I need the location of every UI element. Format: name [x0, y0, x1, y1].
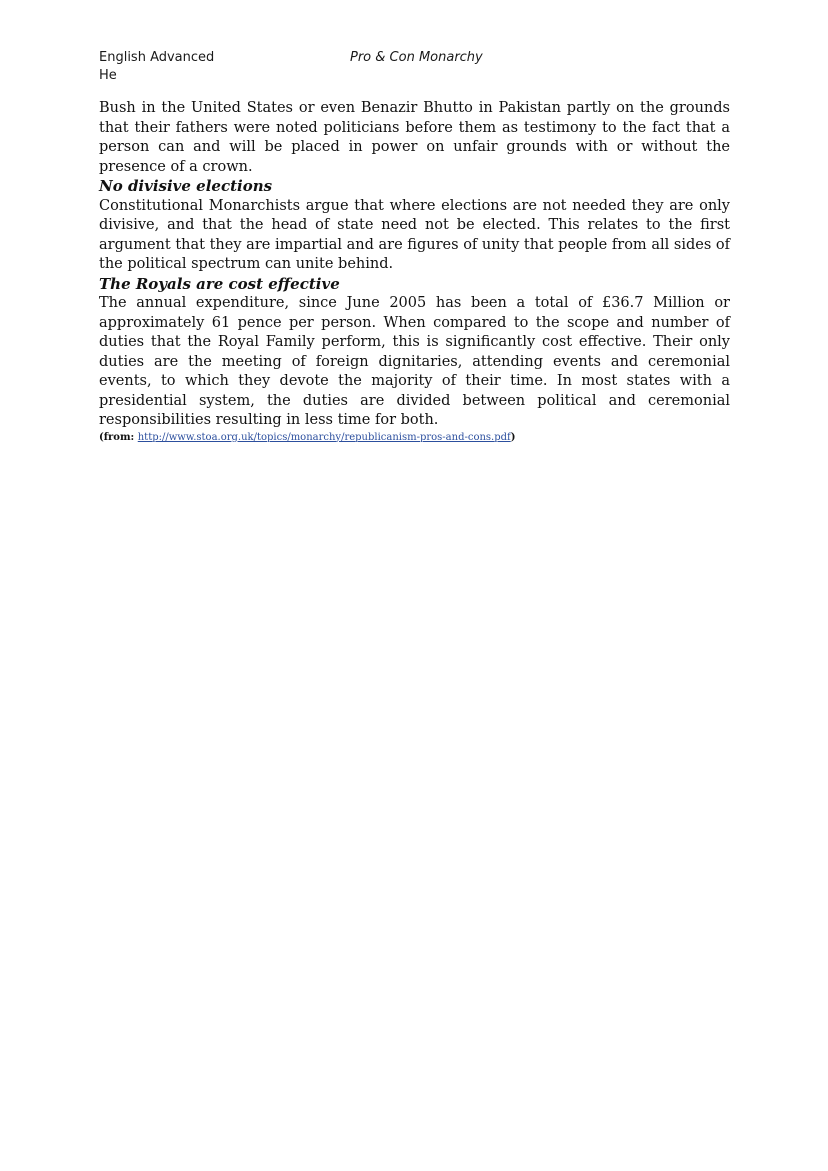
intro-paragraph: Bush in the United States or even Benazir Bhutto in Pakistan partly on the grounds that their fathers were noted politicians before them as testimony to the fact that a person can and will be placed in power on unfair grounds with or without the presence of a crown. — [99, 100, 730, 175]
section-text-elections: Constitutional Monarchists argue that where elections are not needed they are only divisive, and that the head of state need not be elected. This relates to the first argument that they are impartial and are figures of unity that people from all sides of the political spectrum can unite behind. — [99, 197, 730, 272]
source-prefix: (from: — [99, 431, 138, 443]
source-citation — [99, 431, 730, 445]
header-title: Pro & Con Monarchy — [350, 50, 483, 65]
section-heading-cost: The Royals are cost effective — [99, 274, 340, 293]
header-course: English Advanced — [99, 50, 215, 65]
section-heading-elections: No divisive elections — [99, 177, 273, 195]
document-body — [99, 99, 730, 445]
header-initials: He — [99, 68, 117, 83]
source-suffix: ) — [510, 431, 516, 443]
section-text-cost: The annual expenditure, since June 2005 has been a total of £36.7 Million or approximately 61 pence per person. When compared to the scope and number of duties that the Royal Family perform, this is significantly cost effective. Their only duties are the meeting of foreign dignitaries, attending events and ceremonial events, to which they devote the majority of their time. In most states with a presidential system, the duties are divided between political and ceremonial responsibilities resulting in less time for both. — [99, 295, 730, 428]
source-link[interactable]: http://www.stoa.org.uk/topics/monarchy/republicanism-pros-and-cons.pdf — [137, 431, 511, 443]
